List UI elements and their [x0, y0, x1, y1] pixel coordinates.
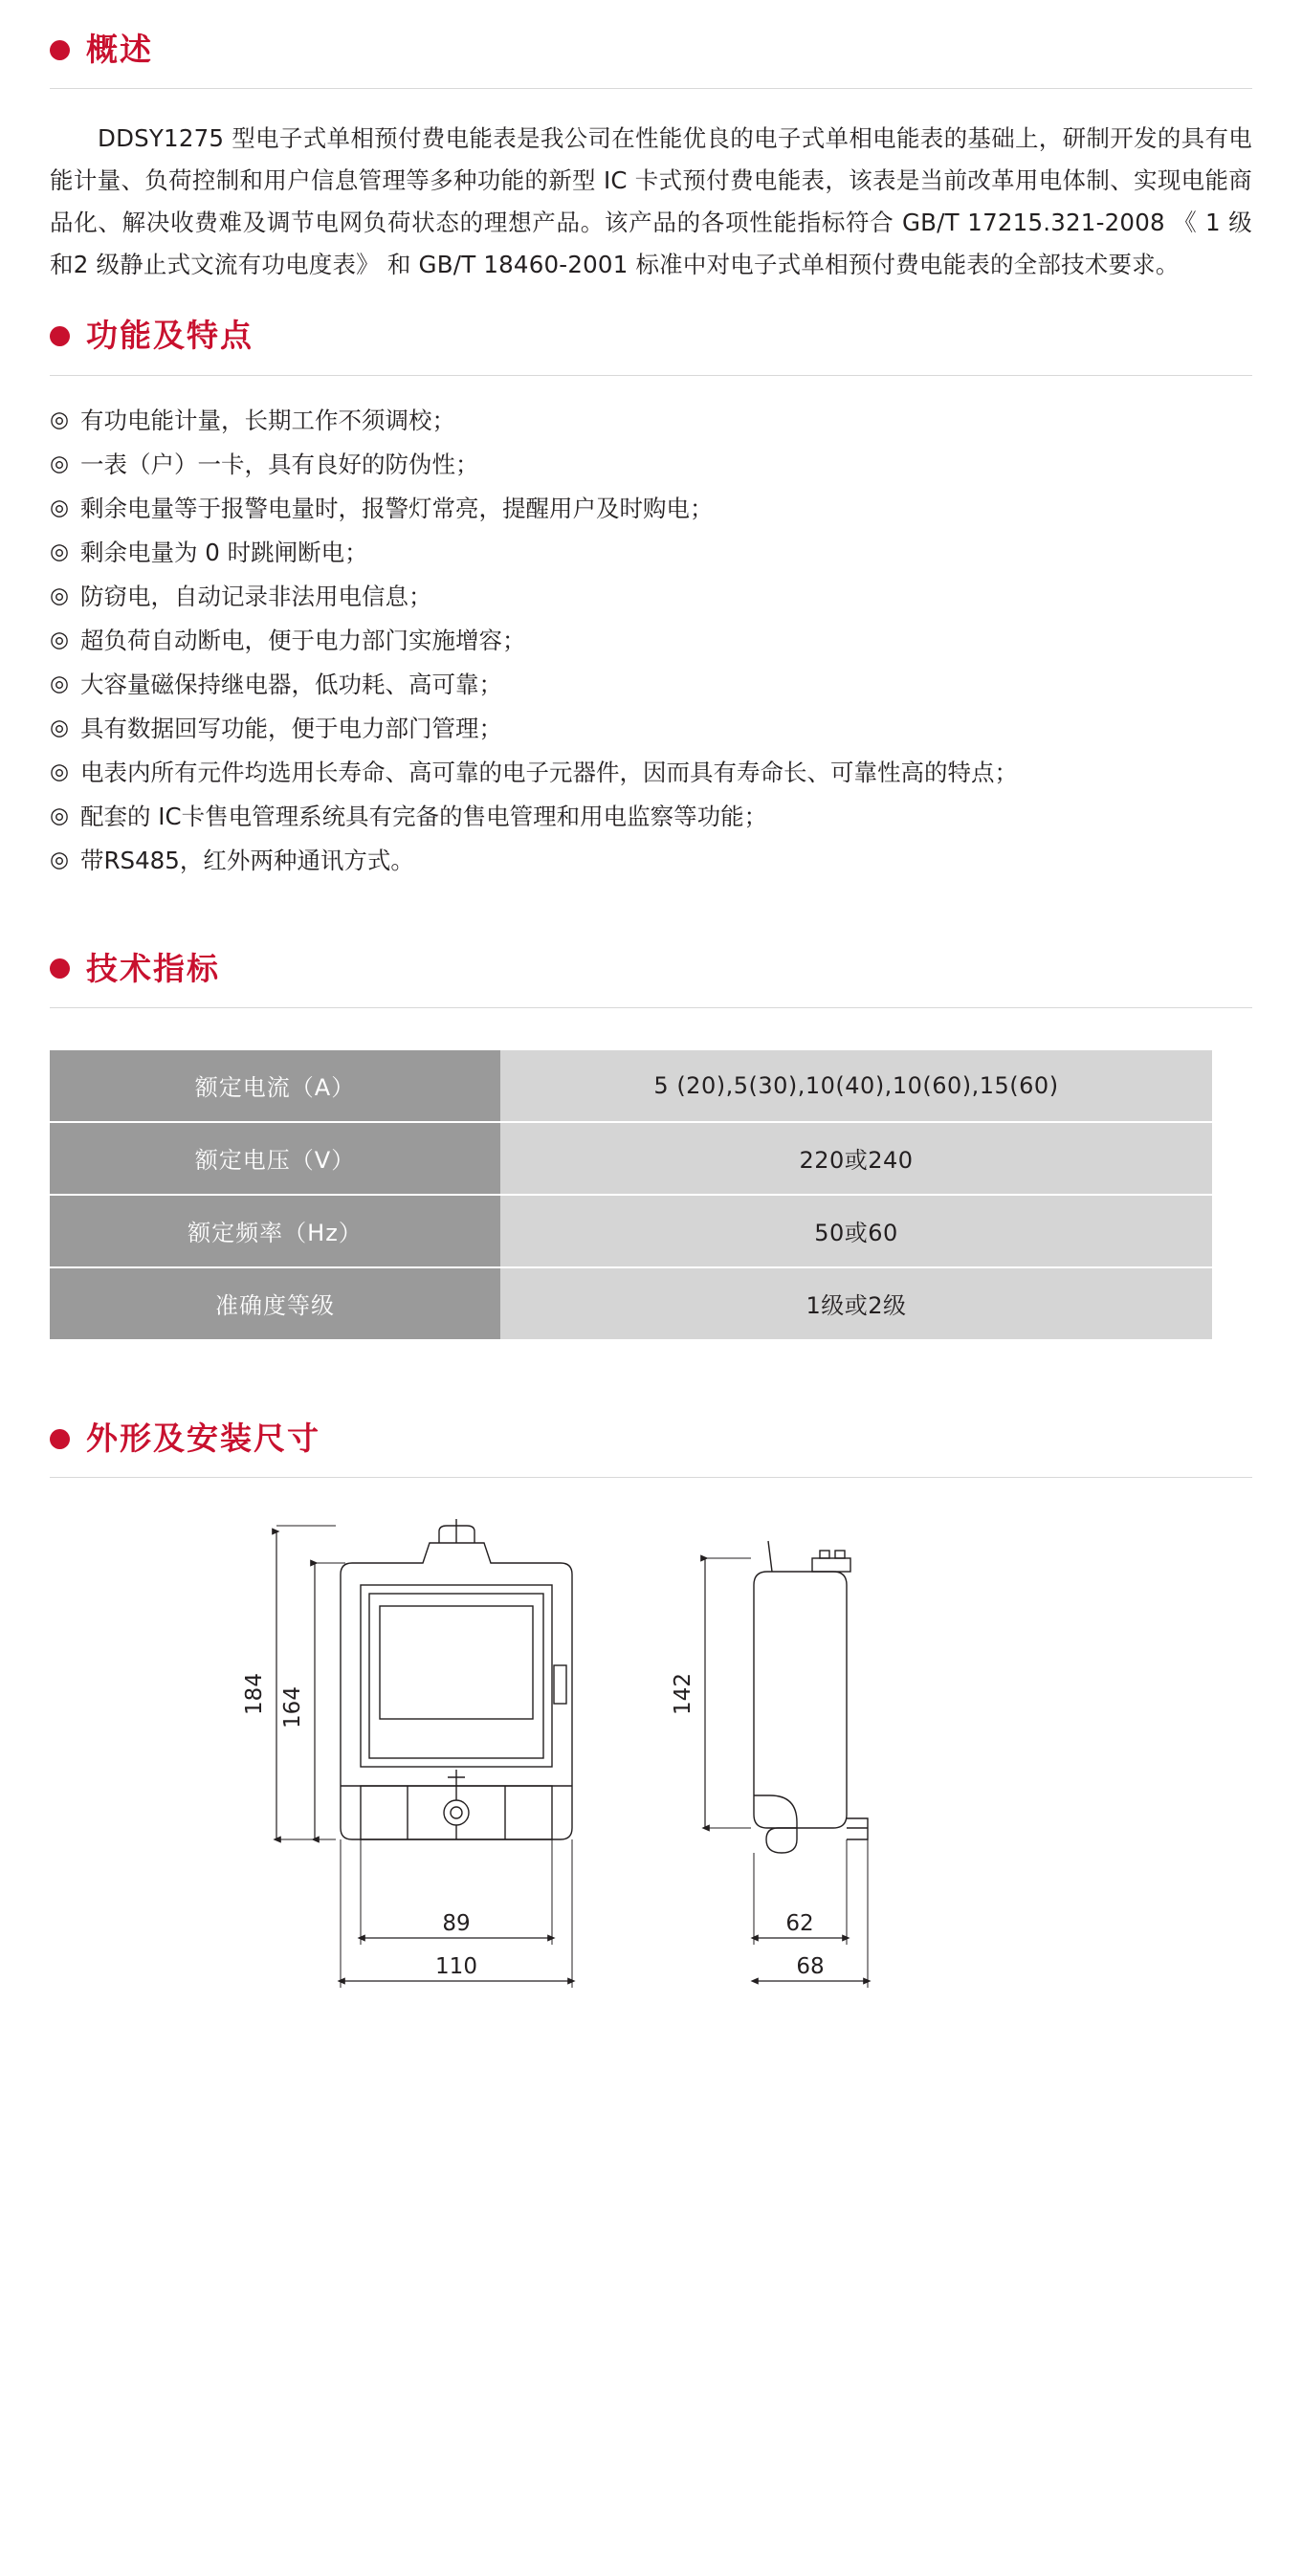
circle-marker-icon: ◎ — [50, 715, 70, 740]
list-item-label: 超负荷自动断电，便于电力部门实施增容； — [80, 626, 526, 654]
spec-table-wrapper — [50, 1050, 1252, 1339]
table-row — [50, 1050, 1212, 1122]
bullet-dot-icon — [50, 1429, 70, 1449]
feature-list — [50, 401, 1252, 880]
dimension-label-front-height-inner: 164 — [279, 1686, 305, 1729]
dimension-label-side-depth-inner: 62 — [784, 1911, 814, 1937]
list-item — [50, 753, 1252, 792]
circle-marker-icon: ◎ — [50, 539, 70, 564]
list-item — [50, 709, 1252, 748]
section-title-features: 功能及特点 — [86, 317, 254, 355]
table-cell-value: 220或240 — [500, 1122, 1212, 1195]
dimension-label-front-height-overall: 184 — [241, 1673, 267, 1716]
table-cell-value: 1级或2级 — [500, 1267, 1212, 1339]
section-header-specs — [50, 885, 1252, 986]
list-item-label: 配套的 IC卡售电管理系统具有完备的售电管理和用电监察等功能； — [80, 802, 768, 830]
section-header-features — [50, 286, 1252, 353]
circle-marker-icon: ◎ — [50, 495, 70, 520]
section-header-dimensions — [50, 1339, 1252, 1456]
list-item — [50, 401, 1252, 440]
section-title-overview: 概述 — [86, 31, 153, 68]
list-item-label: 剩余电量为 0 时跳闸断电； — [80, 538, 368, 566]
bullet-dot-icon — [50, 958, 70, 979]
table-cell-label: 额定电压（V） — [50, 1122, 500, 1195]
table-row — [50, 1122, 1212, 1195]
table-row — [50, 1267, 1212, 1339]
list-item-label: 剩余电量等于报警电量时，报警灯常亮，提醒用户及时购电； — [80, 494, 714, 522]
dimension-label-front-width-overall: 110 — [434, 1954, 477, 1980]
circle-marker-icon: ◎ — [50, 803, 70, 828]
section-title-dimensions: 外形及安装尺寸 — [86, 1419, 320, 1457]
list-item-label: 有功电能计量，长期工作不须调校； — [80, 406, 455, 434]
list-item-label: 一表（户）一卡，具有良好的防伪性； — [80, 450, 479, 478]
circle-marker-icon: ◎ — [50, 847, 70, 872]
circle-marker-icon: ◎ — [50, 451, 70, 476]
table-cell-value: 50或60 — [500, 1195, 1212, 1267]
divider-features — [50, 375, 1252, 376]
list-item-label: 防窃电，自动记录非法用电信息； — [80, 582, 432, 610]
list-item — [50, 621, 1252, 660]
circle-marker-icon: ◎ — [50, 583, 70, 608]
divider-specs — [50, 1007, 1252, 1008]
table-cell-label: 额定频率（Hz） — [50, 1195, 500, 1267]
list-item — [50, 533, 1252, 572]
divider-overview — [50, 88, 1252, 89]
table-cell-label: 准确度等级 — [50, 1267, 500, 1339]
list-item-label: 电表内所有元件均选用长寿命、高可靠的电子元器件，因而具有寿命长、可靠性高的特点； — [80, 758, 1018, 786]
dimension-drawing — [50, 1503, 1252, 2086]
dimension-label-front-width-mounting: 89 — [441, 1911, 471, 1937]
list-item — [50, 797, 1252, 836]
list-item — [50, 445, 1252, 484]
circle-marker-icon: ◎ — [50, 671, 70, 696]
bullet-dot-icon — [50, 40, 70, 60]
dimension-label-side-height: 142 — [670, 1673, 695, 1716]
overview-paragraph — [50, 118, 1252, 286]
circle-marker-icon: ◎ — [50, 759, 70, 784]
list-item — [50, 841, 1252, 880]
list-item-label: 大容量磁保持继电器，低功耗、高可靠； — [80, 670, 502, 698]
overview-paragraph-text: DDSY1275 型电子式单相预付费电能表是我公司在性能优良的电子式单相电能表的基础上，研制开发的具有电能计量、负荷控制和用户信息管理等多种功能的新型 IC 卡式预付费电能表，该表是当前改革用电体制、实现电能商品化、解决收费难及调节电网负荷状态的理想产品。该产品的各项性能指标符合 GB/T 17215.321-2008 《 1 级和2 级静止式文流有功电度表》 和 GB/T 18460-2001 标准中对电子式单相预付费电能表的全部技术要求。 — [50, 124, 1252, 279]
bullet-dot-icon — [50, 326, 70, 346]
dimension-drawing-svg — [173, 1503, 1130, 2086]
section-header-overview — [50, 0, 1252, 67]
section-title-specs: 技术指标 — [86, 949, 220, 987]
list-item-label: 带RS485，红外两种通讯方式。 — [80, 846, 414, 874]
table-row — [50, 1195, 1212, 1267]
dimension-label-side-depth-overall: 68 — [795, 1954, 825, 1980]
list-item-label: 具有数据回写功能，便于电力部门管理； — [80, 714, 502, 742]
page-bottom-spacer — [50, 2086, 1252, 2125]
divider-dimensions — [50, 1477, 1252, 1478]
circle-marker-icon: ◎ — [50, 627, 70, 652]
list-item — [50, 665, 1252, 704]
spec-table — [50, 1050, 1212, 1339]
table-cell-value: 5 (20),5(30),10(40),10(60),15(60) — [500, 1050, 1212, 1122]
table-cell-label: 额定电流（A） — [50, 1050, 500, 1122]
circle-marker-icon: ◎ — [50, 407, 70, 432]
list-item — [50, 577, 1252, 616]
list-item — [50, 489, 1252, 528]
